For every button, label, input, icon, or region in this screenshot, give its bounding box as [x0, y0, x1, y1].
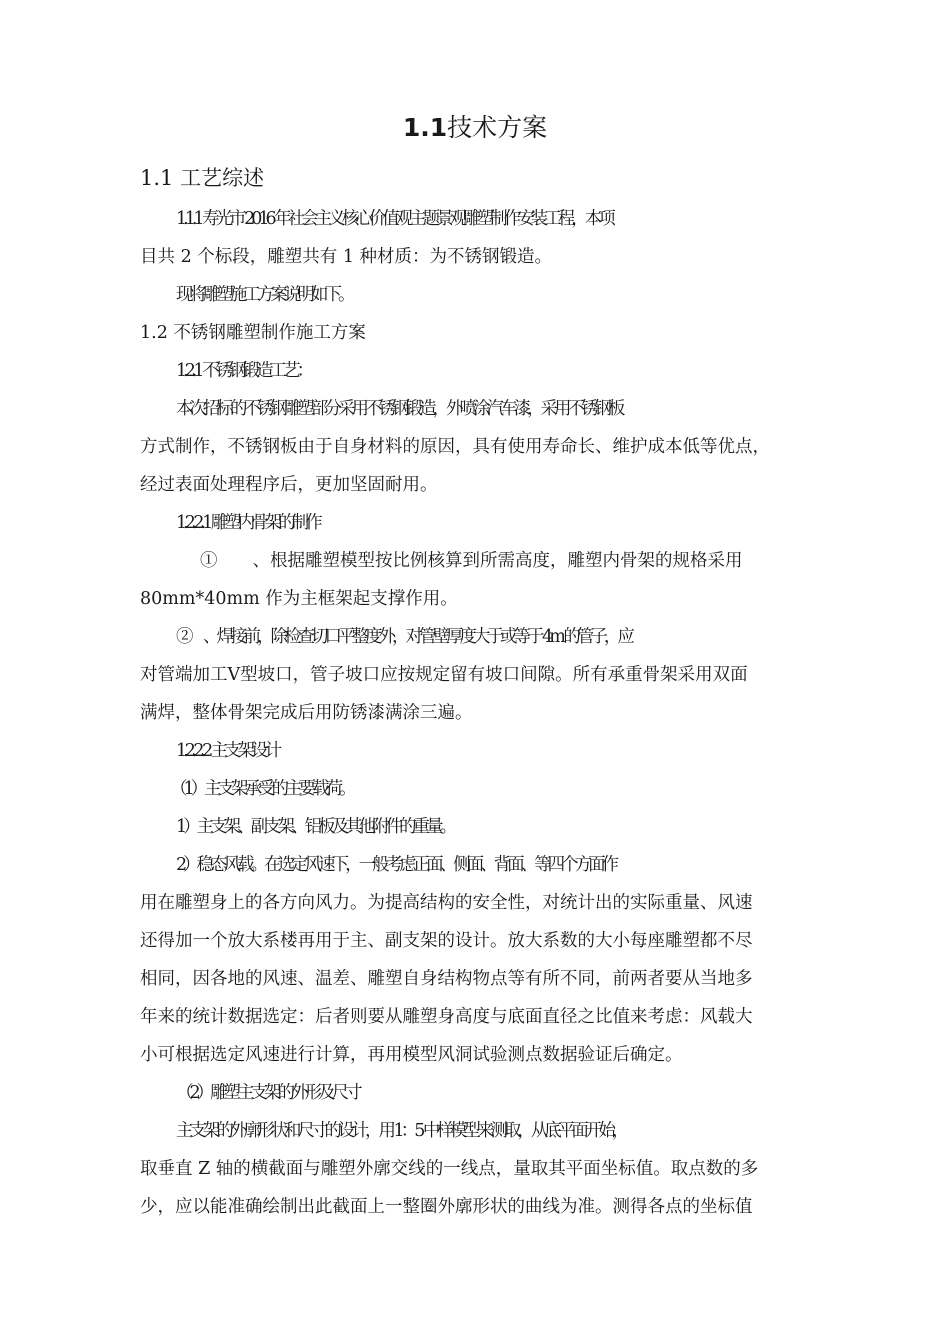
list-item-2-line-3: 还得加一个放大系楼再用于主、副支架的设计。放大系数的大小每座雕塑都不尽: [140, 931, 753, 951]
list-item-2-line-6: 小可根据选定风速进行计算，再用模型风洞试验测点数据验证后确定。: [140, 1045, 683, 1065]
title-number: 1.1: [402, 113, 448, 142]
heading-1-1: 1.1 工艺综述: [140, 166, 265, 190]
item-2-line-2: 对管端加工Ⅴ型坡口，管子坡口应按规定留有坡口间隙。所有承重骨架采用双面: [140, 665, 748, 685]
paragraph-3-line-1: 本次招标的不锈钢雕塑部分采用不锈钢锻造，外喷涂汽车漆，采用不锈钢板: [176, 399, 622, 419]
paragraph-4-line-3: 少，应以能准确绘制出此截面上一整圈外廓形状的曲线为准。测得各点的坐标值: [140, 1197, 753, 1217]
page-title: [0, 110, 950, 146]
item-1-line-1: ① 、根据雕塑模型按比例核算到所需高度，雕塑内骨架的规格采用: [200, 551, 743, 571]
title-text: 技术方案: [447, 113, 548, 142]
paragraph-3-line-2: 方式制作，不锈钢板由于自身材料的原因，具有使用寿命长、维护成本低等优点，: [140, 437, 770, 457]
subheading-1-2-2-2: 1.2.2.2 主支架设计: [176, 741, 279, 761]
paragraph-2: 现将雕塑施工方案说明如下。: [176, 285, 352, 305]
subsection-1: （1）主支架承受的主要载荷。: [170, 779, 353, 799]
subsection-2: （2）雕塑主支架的外形及尺寸: [176, 1083, 359, 1103]
list-item-2-line-5: 年来的统计数据选定：后者则要从雕塑身高度与底面直径之比值来考虑：风载大: [140, 1007, 753, 1027]
item-2-line-3: 满焊，整体骨架完成后用防锈漆满涂三遍。: [140, 703, 473, 723]
paragraph-4-line-2: 取垂直 Z 轴的横截面与雕塑外廓交线的一线点，量取其平面坐标值。取点数的多: [140, 1159, 759, 1179]
subheading-1-2-2-1: 1.2.2.1 雕塑内骨架的制作: [176, 513, 319, 533]
paragraph-1-line-1: 1.1.1 寿光市 2016 年社会主义核心价值观主题景观雕塑制作安装工程，本项: [176, 209, 612, 229]
paragraph-4-line-1: 主支架的外廓形状和尺寸的设计，用 1：5 中样模型来测取，从底平面开始，: [176, 1121, 626, 1141]
item-2-line-1: ② 、焊接前，除检查切口平整度外，对管壁厚度大于或等于 4m 的管子，应: [176, 627, 631, 647]
item-1-line-2: 80mm*40mm 作为主框架起支撑作用。: [140, 589, 458, 609]
list-item-2-line-4: 相同，因各地的风速、温差、雕塑自身结构物点等有所不同，前两者要从当地多: [140, 969, 753, 989]
paragraph-3-line-3: 经过表面处理程序后，更加坚固耐用。: [140, 475, 438, 495]
list-item-2-line-1: 2）稳态风载。在选定风速下，一般考虑正面、侧面、背面、等四个方面作: [176, 855, 616, 875]
paragraph-1-line-2: 目共 2 个标段，雕塑共有 1 种材质：为不锈钢锻造。: [140, 247, 553, 267]
heading-1-2: 1.2 不锈钢雕塑制作施工方案: [140, 323, 366, 343]
list-item-2-line-2: 用在雕塑身上的各方向风力。为提高结构的安全性，对统计出的实际重量、风速: [140, 893, 753, 913]
subheading-1-2-1: 1.2.1 不锈钢锻造工艺：: [176, 361, 311, 381]
list-item-1: 1）主支架、副支架、铝板及其他附件的重量。: [176, 817, 454, 837]
